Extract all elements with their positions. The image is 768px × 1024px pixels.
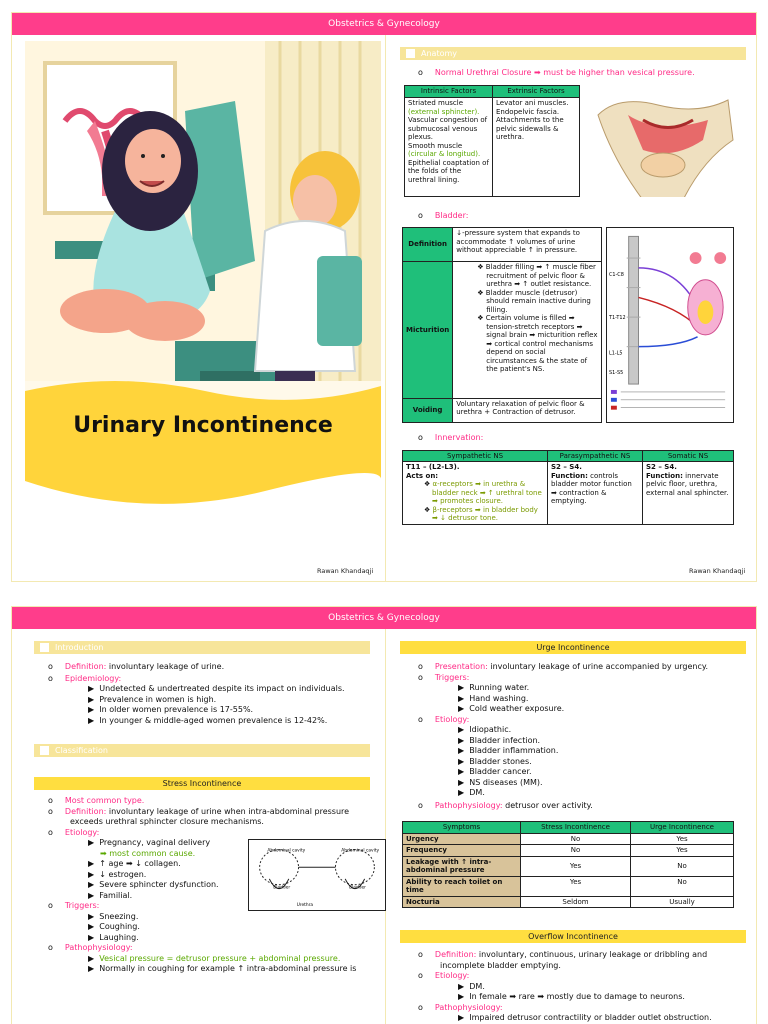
- etiology-item: ▶ In female ➡ rare ➡ mostly due to damage to neurons.: [458, 992, 685, 1001]
- intrinsic-line: (external sphincter).: [408, 107, 480, 116]
- acts-on-label: Acts on:: [406, 471, 439, 480]
- symptom-cell: Urgency: [403, 833, 521, 845]
- etiology-text: DM.: [469, 981, 485, 991]
- overflow-etiology-line: o Etiology:: [418, 971, 470, 980]
- beta-text: β-receptors ➡ in bladder body ➡ ↓ detrusor tone.: [432, 505, 538, 522]
- urge-header: Urge Incontinence: [631, 822, 734, 834]
- stress-cell: No: [521, 833, 631, 845]
- trigger-item: ▶ Coughing.: [88, 922, 140, 931]
- author-left: Rawan Khandaqji: [317, 567, 374, 575]
- spine-label: T1-T12: [608, 315, 626, 322]
- bladder-line: o Bladder:: [418, 210, 469, 220]
- sympathetic-cell: [403, 462, 548, 525]
- etiology-text: Bladder cancer.: [469, 767, 532, 776]
- etiology-text: ↓ estrogen.: [99, 869, 147, 879]
- epi-label: Epidemiology:: [64, 673, 122, 683]
- patho-item: ▶ Normally in coughing for example ↑ intra-abdominal pressure is: [88, 964, 357, 973]
- epi-text: In older women prevalence is 17-55%.: [99, 705, 254, 714]
- function-label: Function:: [646, 471, 683, 480]
- stress-cell: Seldom: [521, 896, 631, 908]
- etiology-text: Familial.: [99, 890, 133, 900]
- stress-triggers-line: o Triggers:: [48, 901, 100, 910]
- definition-label: Definition:: [434, 950, 477, 959]
- cover-illustration: [25, 41, 381, 511]
- bladder-row: [402, 227, 746, 423]
- cover-artwork: [25, 41, 381, 511]
- etiology-text: Bladder stones.: [469, 756, 532, 766]
- classification-section-bar: [34, 744, 370, 757]
- classification-heading: Classification: [55, 746, 108, 755]
- spinal-cord-figure: [606, 227, 734, 423]
- anatomy-heading: Anatomy: [421, 49, 458, 58]
- overflow-etiology-list: [458, 982, 746, 1003]
- urge-triggers-list: [458, 683, 746, 715]
- urge-cell: No: [631, 856, 734, 876]
- etiology-item: ▶ Severe sphincter dysfunction.: [88, 880, 219, 889]
- somatic-cell: [643, 462, 734, 525]
- etiology-item: ▶ Bladder inflammation.: [458, 746, 559, 755]
- spine-label: S1-S5: [608, 370, 624, 377]
- epi-item: ▶ In younger & middle-aged women prevalence is 12-42%.: [88, 715, 328, 725]
- etiology-text: ➡ most common cause.: [100, 848, 196, 858]
- etiology-item: ▶ NS diseases (MM).: [458, 777, 543, 787]
- trigger-text: Coughing.: [99, 922, 140, 931]
- innervation-label: Innervation:: [434, 433, 484, 442]
- extrinsic-cell: Levator ani muscles. Endopelvic fascia. Attachments to the pelvic sidewalls & urethra.: [493, 98, 580, 196]
- closure-pre: Normal Urethral Closure: [434, 68, 532, 77]
- etiology-item: ▶ Idiopathic.: [458, 725, 512, 734]
- intrinsic-line: Smooth muscle: [408, 141, 463, 150]
- voiding-label: Voiding: [403, 398, 453, 422]
- intro-section-bar: [34, 641, 370, 654]
- stress-header: Stress Incontinence: [521, 822, 631, 834]
- etiology-item: ▶ Familial.: [88, 890, 133, 900]
- patho-label: Pathophysiology:: [434, 800, 503, 810]
- symptom-cell: Leakage with ↑ intra-abdominal pressure: [403, 856, 521, 876]
- patho-label: Pathophysiology:: [434, 1002, 503, 1012]
- intro-column: [34, 641, 380, 975]
- etiology-label: Etiology:: [434, 714, 470, 724]
- epi-text: In younger & middle-aged women prevalence is 12-42%.: [99, 715, 328, 725]
- definition-label: Definition:: [64, 806, 107, 816]
- etiology-text: Pregnancy, vaginal delivery: [99, 838, 211, 847]
- checkbox-icon: [40, 746, 49, 755]
- trigger-item: ▶ Cold weather exposure.: [458, 704, 565, 713]
- patho-item: ▶ Impaired detrusor contractility or bladder outlet obstruction.: [458, 1013, 712, 1022]
- micturition-cell: [453, 262, 602, 399]
- definition-line: o Definition: involuntary leakage of urine.: [48, 662, 225, 671]
- definition-text: involuntary leakage of urine when intra-abdominal pressure exceeds urethral sphincter closure mechanisms.: [70, 806, 350, 826]
- epi-item: ▶ Undetected & undertreated despite its impact on individuals.: [88, 684, 345, 693]
- etiology-text: DM.: [469, 788, 485, 797]
- urge-column: [400, 641, 746, 1024]
- diagram-label: Abdominal cavity: [341, 848, 380, 854]
- diagram-label: Bladder: [349, 885, 366, 891]
- arrow-icon: ➡: [533, 68, 541, 77]
- etiology-item: ▶ Bladder cancer.: [458, 767, 532, 776]
- patho-label: Pathophysiology:: [64, 943, 133, 952]
- trigger-text: Sneezing.: [99, 911, 139, 921]
- overflow-title-bar: Overflow Incontinence: [400, 930, 746, 943]
- cover-title: Urinary Incontinence: [73, 413, 333, 438]
- etiology-text: ↑ age ➡ ↓ collagen.: [99, 859, 181, 868]
- triggers-label: Triggers:: [434, 672, 470, 682]
- table-row: [403, 856, 734, 876]
- symptoms-header: Symptoms: [403, 822, 521, 834]
- micturition-item: ❖ Certain volume is filled ➡ tension-stretch receptors ➡ signal brain ➡ micturition reflex ➡ cortical control mechanisms depend on social circumstances & the state of the patient's NS.: [477, 314, 598, 374]
- spine-label: L1-L5: [608, 350, 623, 357]
- stress-cell: No: [521, 845, 631, 857]
- trigger-text: Laughing.: [99, 932, 139, 942]
- checkbox-icon: [406, 49, 415, 58]
- trigger-item: ▶ Laughing.: [88, 932, 139, 942]
- presentation-label: Presentation:: [434, 662, 488, 671]
- parasympathetic-text: controls bladder motor function ➡ contraction & emptying.: [551, 471, 632, 505]
- somatic-text: innervate pelvic floor, urethra, external anal sphincter.: [646, 471, 729, 497]
- patho-text: Vesical pressure = detrusor pressure + abdominal pressure.: [99, 953, 341, 963]
- etiology-item: ▶ Bladder stones.: [458, 756, 532, 766]
- symptom-cell: Frequency: [403, 845, 521, 857]
- etiology-text: Bladder infection.: [469, 735, 541, 745]
- etiology-item: ▶ Pregnancy, vaginal delivery: [88, 838, 211, 847]
- pelvic-anatomy-figure: [588, 85, 738, 197]
- author-right: Rawan Khandaqji: [689, 567, 746, 575]
- intrinsic-cell: [405, 98, 493, 196]
- micturition-item: ❖ Bladder muscle (detrusor) should remain inactive during filling.: [477, 288, 591, 314]
- urge-cell: Yes: [631, 833, 734, 845]
- intro-heading: Introduction: [55, 643, 104, 652]
- intrinsic-line: Striated muscle: [408, 99, 464, 108]
- definition-text: ↓-pressure system that expands to accommodate ↑ volumes of urine without appreciable ↑ in pressure.: [453, 228, 602, 262]
- table-row: [403, 876, 734, 896]
- etiology-label: Etiology:: [434, 971, 470, 980]
- checkbox-icon: [40, 643, 49, 652]
- stress-etiology-line: o Etiology:: [48, 827, 100, 837]
- urge-cell: No: [631, 876, 734, 896]
- stress-triggers-list: [88, 912, 370, 944]
- etiology-item: ▶ Bladder infection.: [458, 735, 541, 745]
- micturition-text: Certain volume is filled ➡ tension-stretch receptors ➡ signal brain ➡ micturition reflex ➡ cortical control mechanisms depend on social circumstances & the state of the patient's NS.: [485, 314, 598, 374]
- symptom-cell: Nocturia: [403, 896, 521, 908]
- page-2: [11, 606, 757, 1024]
- stress-title-bar: Stress Incontinence: [34, 777, 370, 790]
- definition-label: Definition: [403, 228, 453, 262]
- overflow-patho-list: [458, 1013, 746, 1024]
- urge-etiology-list: [458, 725, 746, 799]
- stress-cell: Yes: [521, 856, 631, 876]
- patho-text: Normally in coughing for example ↑ intra-abdominal pressure is: [99, 964, 357, 973]
- trigger-item: ▶ Running water.: [458, 683, 530, 692]
- etiology-item: ▶ DM.: [458, 788, 485, 797]
- etiology-item: ▶ DM.: [458, 981, 485, 991]
- definition-text: involuntary leakage of urine.: [108, 662, 225, 671]
- alpha-receptor-item: ❖ α-receptors ➡ in urethra & bladder neck ➡ ↑ urethral tone ➡ promotes closure.: [424, 480, 542, 505]
- function-label: Function:: [551, 471, 588, 480]
- somatic-level: S2 – S4.: [646, 463, 677, 471]
- urge-triggers-line: o Triggers:: [418, 672, 470, 682]
- trigger-text: Cold weather exposure.: [469, 704, 565, 713]
- table-row: [403, 833, 734, 845]
- anatomy-column: [400, 47, 746, 525]
- comparison-table: [402, 821, 734, 908]
- micturition-text: Bladder muscle (detrusor) should remain inactive during filling.: [485, 288, 591, 314]
- extrinsic-header: Extrinsic Factors: [493, 85, 580, 98]
- urge-presentation: o Presentation: involuntary leakage of urine accompanied by urgency.: [418, 662, 709, 671]
- etiology-text: NS diseases (MM).: [469, 777, 543, 787]
- trigger-item: ▶ Hand washing.: [458, 693, 529, 703]
- diagram-label: Urethra: [296, 903, 314, 909]
- sympathetic-header: Sympathetic NS: [403, 450, 548, 462]
- beta-receptor-item: ❖ β-receptors ➡ in bladder body ➡ ↓ detrusor tone.: [424, 505, 538, 522]
- epi-item: ▶ In older women prevalence is 17-55%.: [88, 705, 254, 714]
- overflow-patho-line: o Pathophysiology:: [418, 1002, 503, 1012]
- patho-item: ▶ Vesical pressure = detrusor pressure + abdominal pressure.: [88, 953, 341, 963]
- factors-row: [404, 85, 746, 197]
- parasympathetic-header: Parasympathetic NS: [548, 450, 643, 462]
- innervation-table: [402, 450, 734, 525]
- trigger-item: ▶ Sneezing.: [88, 911, 139, 921]
- epi-list: [88, 684, 370, 726]
- symptom-cell: Ability to reach toilet on time: [403, 876, 521, 896]
- column-divider: [385, 35, 386, 581]
- most-common-text: Most common type.: [64, 796, 145, 805]
- urge-cell: Usually: [631, 896, 734, 908]
- etiology-text: In female ➡ rare ➡ mostly due to damage to neurons.: [469, 992, 685, 1001]
- urge-title-bar: Urge Incontinence: [400, 641, 746, 654]
- definition-label: Definition:: [64, 662, 107, 671]
- patho-text: Impaired detrusor contractility or bladder outlet obstruction.: [469, 1013, 712, 1022]
- urge-etiology-line: o Etiology:: [418, 714, 470, 724]
- triggers-label: Triggers:: [64, 901, 100, 910]
- stress-cell: Yes: [521, 876, 631, 896]
- voiding-text: Voluntary relaxation of pelvic floor & urethra + Contraction of detrusor.: [453, 398, 602, 422]
- table-row: [403, 896, 734, 908]
- patho-text: detrusor over activity.: [505, 800, 593, 810]
- stress-etiology-list: [88, 838, 228, 901]
- stress-patho-list: [88, 954, 370, 975]
- presentation-text: involuntary leakage of urine accompanied by urgency.: [490, 662, 709, 671]
- trigger-text: Hand washing.: [469, 693, 529, 703]
- parasympathetic-cell: [548, 462, 643, 525]
- stress-patho-line: o Pathophysiology:: [48, 943, 133, 952]
- intrinsic-header: Intrinsic Factors: [405, 85, 493, 98]
- sympathetic-level: T11 – (L2-L3).: [406, 463, 460, 471]
- parasympathetic-level: S2 – S4.: [551, 463, 582, 471]
- closure-line: o Normal Urethral Closure ➡ must be higher than vesical pressure.: [418, 68, 695, 77]
- overflow-definition: o Definition: involuntary, continuous, urinary leakage or dribbling and incomplete bladder emptying.: [418, 950, 708, 970]
- etiology-item: ▶ ↑ age ➡ ↓ collagen.: [88, 859, 181, 868]
- anatomy-section-bar: [400, 47, 746, 60]
- stress-most-common: o Most common type.: [48, 796, 145, 805]
- page-1: [11, 12, 757, 582]
- epi-text: Prevalence in women is high.: [99, 694, 217, 704]
- intrinsic-line: (circular & longitud).: [408, 150, 481, 159]
- epi-line: o Epidemiology:: [48, 673, 122, 683]
- stress-diagram: [248, 839, 386, 911]
- column-divider: [385, 629, 386, 1024]
- etiology-item: ▶ ↓ estrogen.: [88, 869, 147, 879]
- micturition-label: Micturition: [403, 262, 453, 399]
- etiology-text: Bladder inflammation.: [469, 746, 559, 755]
- factors-table: [404, 85, 580, 197]
- etiology-text: Severe sphincter dysfunction.: [99, 880, 219, 889]
- bladder-table: [402, 227, 602, 423]
- micturition-item: ❖ Bladder filling ➡ ↑ muscle fiber recruitment of pelvic floor & urethra ➡ ↑ outlet resistance.: [477, 263, 596, 289]
- spine-label: C1-C8: [608, 271, 624, 278]
- epi-text: Undetected & undertreated despite its impact on individuals.: [99, 684, 345, 693]
- bladder-label: Bladder:: [434, 210, 469, 220]
- epi-item: ▶ Prevalence in women is high.: [88, 694, 217, 704]
- urge-cell: Yes: [631, 845, 734, 857]
- diagram-label: Bladder: [273, 885, 291, 891]
- stress-definition: o Definition: involuntary leakage of urine when intra-abdominal pressure exceeds urethral sphincter closure mechanisms.: [48, 806, 350, 826]
- innervation-line: o Innervation:: [418, 433, 484, 442]
- trigger-text: Running water.: [469, 683, 530, 692]
- etiology-text: Idiopathic.: [469, 725, 512, 734]
- somatic-header: Somatic NS: [643, 450, 734, 462]
- micturition-text: Bladder filling ➡ ↑ muscle fiber recruitment of pelvic floor & urethra ➡ ↑ outlet resistance.: [485, 263, 596, 289]
- urge-patho-line: o Pathophysiology: detrusor over activity.: [418, 800, 593, 810]
- table-row: [403, 845, 734, 857]
- closure-post: must be higher than vesical pressure.: [543, 68, 695, 77]
- diagram-label: Abdominal cavity: [267, 848, 306, 854]
- alpha-text: α-receptors ➡ in urethra & bladder neck ➡ ↑ urethral tone ➡ promotes closure.: [432, 480, 542, 505]
- intrinsic-line: Epithelial coaptation of the folds of the urethral lining.: [408, 158, 489, 184]
- page-header: Obstetrics & Gynecology: [12, 13, 756, 35]
- definition-text: involuntary, continuous, urinary leakage or dribbling and incomplete bladder emptying.: [440, 950, 708, 970]
- page-header: Obstetrics & Gynecology: [12, 607, 756, 629]
- etiology-label: Etiology:: [64, 827, 100, 837]
- intrinsic-line: Vascular congestion of submucosal venous plexus.: [408, 116, 488, 142]
- etiology-item: [88, 849, 228, 860]
